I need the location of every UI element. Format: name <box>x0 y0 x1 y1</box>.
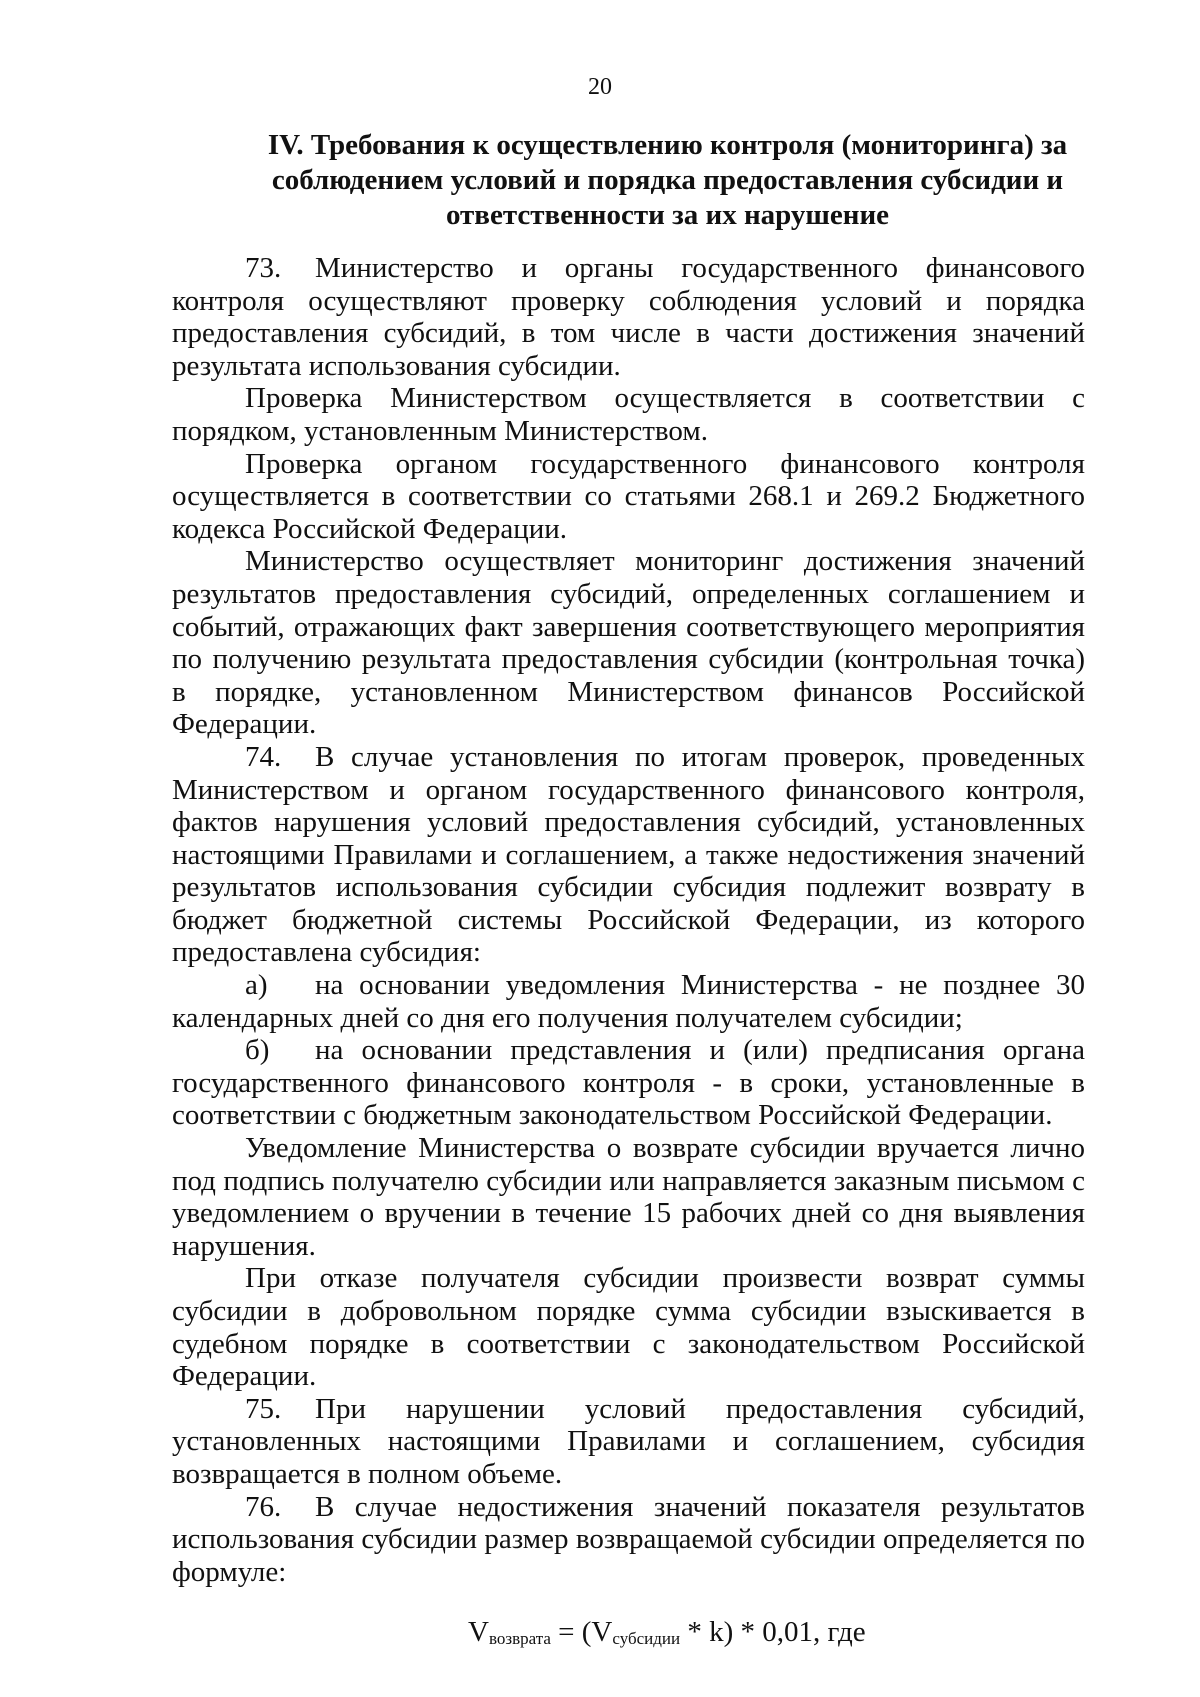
paragraph-check-control-body <box>172 448 1085 546</box>
paragraph-text: Уведомление Министерства о возврате субсидии вручается лично под подпись получателю субсидии или направляется заказным письмом с уведомлением о вручении в течение 15 рабочих дней со дня выявления нарушения. <box>172 1132 1085 1262</box>
list-item-marker: а) <box>245 969 268 1002</box>
paragraph-number: 74. <box>245 740 282 773</box>
paragraph-notification <box>172 1132 1085 1262</box>
section-title: IV. Требования к осуществлению контроля (мониторинга) за соблюдением условий и порядка предоставления субсидии и ответственности за их нарушение <box>267 129 1068 231</box>
refund-formula <box>468 1615 866 1656</box>
paragraph-number: 76. <box>245 1490 282 1523</box>
paragraph-number: 75. <box>245 1392 282 1425</box>
paragraph-74 <box>172 741 1085 969</box>
paragraph-monitoring <box>172 545 1085 741</box>
formula-open: = (V <box>550 1616 613 1648</box>
list-item-text: на основании уведомления Министерства - не позднее 30 календарных дней со дня его получения получателем субсидии; <box>172 969 1085 1034</box>
paragraph-text: При нарушении условий предоставления субсидий, установленных настоящими Правилами и соглашением, субсидия возвращается в полном объеме. <box>172 1392 1085 1490</box>
formula-rhs-subscript: субсидии <box>612 1629 681 1648</box>
paragraph-check-ministry <box>172 382 1085 447</box>
paragraph-75 <box>172 1393 1085 1491</box>
paragraph-text: В случае недостижения значений показателя результатов использования субсидии размер возвращаемой субсидии определяется по формуле: <box>172 1490 1085 1588</box>
document-body <box>172 252 1085 1588</box>
list-item-a <box>172 969 1085 1034</box>
list-item-marker: б) <box>245 1034 270 1067</box>
paragraph-text: В случае установления по итогам проверок, проведенных Министерством и органом государственного финансового контроля, фактов нарушения условий предоставления субсидий, установленных настоящими Правилами и соглашением, а также недостижения значений результатов использования субсидии субсидия подлежит возврату в бюджет бюджетной системы Российской Федерации, из которого предоставлена субсидия: <box>172 740 1085 969</box>
paragraph-text: Министерство осуществляет мониторинг достижения значений результатов предоставления субсидий, определенных соглашением и событий, отражающих факт завершения соответствующего мероприятия по получению результата предоставления субсидии (контрольная точка) в порядке, установленном Министерством финансов Российской Федерации. <box>172 545 1085 741</box>
paragraph-text: При отказе получателя субсидии произвести возврат суммы субсидии в добровольном порядке сумма субсидии взыскивается в судебном порядке в соответствии с законодательством Российской Федерации. <box>172 1262 1085 1393</box>
paragraph-73 <box>172 252 1085 382</box>
paragraph-number: 73. <box>245 252 282 284</box>
list-item-text: на основании представления и (или) предписания органа государственного финансового контроля - в сроки, установленные в соответствии с бюджетным законодательством Российской Федерации. <box>172 1034 1085 1132</box>
page-number: 20 <box>588 74 612 100</box>
formula-rest: * k) * 0,01, где <box>680 1616 866 1648</box>
paragraph-text: Министерство и органы государственного финансового контроля осуществляют проверку соблюдения условий и порядка предоставления субсидий, в том числе в части достижения значений результата использования субсидии. <box>172 252 1085 382</box>
formula-lhs-subscript: возврата <box>488 1629 551 1648</box>
paragraph-refusal <box>172 1262 1085 1392</box>
paragraph-text: Проверка органом государственного финансового контроля осуществляется в соответствии со статьями 268.1 и 269.2 Бюджетного кодекса Российской Федерации. <box>172 447 1085 545</box>
formula-lhs-symbol: V <box>468 1616 489 1648</box>
paragraph-text: Проверка Министерством осуществляется в соответствии с порядком, установленным Министерством. <box>172 382 1085 447</box>
paragraph-76 <box>172 1491 1085 1589</box>
list-item-b <box>172 1034 1085 1132</box>
